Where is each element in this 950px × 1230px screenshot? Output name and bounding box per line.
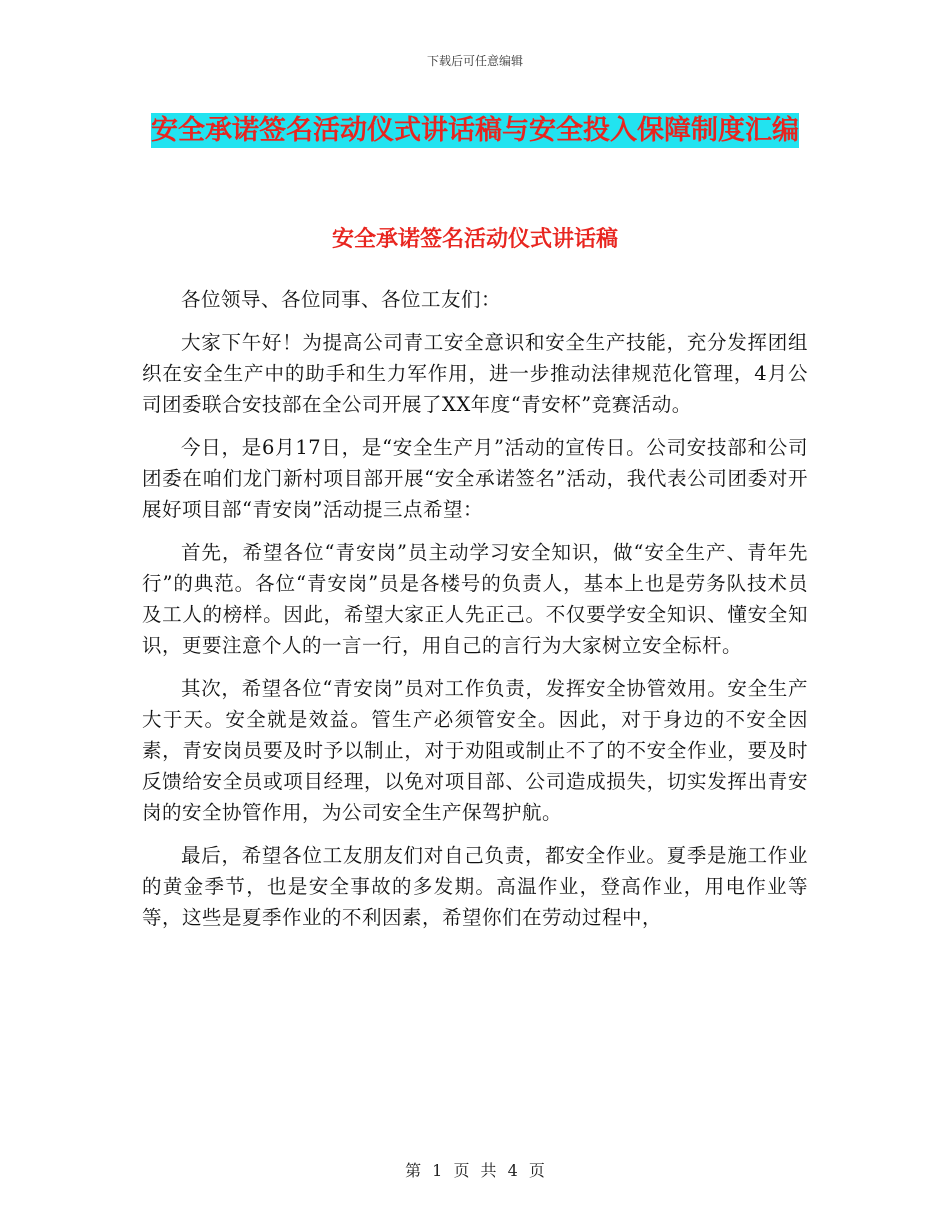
paragraph-first-hope: 首先，希望各位“青安岗”员主动学习安全知识，做“安全生产、青年先行”的典范。各位“青安岗”员是各楼号的负责人，基本上也是劳务队技术员及工人的榜样。因此，希望大家正人先正己。不仅要学安全知识、懂安全知识，更要注意个人的一言一行，用自己的言行为大家树立安全标杆。 [142,541,808,657]
paragraph-third-hope: 最后，希望各位工友朋友们对自己负责，都安全作业。夏季是施工作业的黄金季节，也是安全事故的多发期。高温作业，登高作业，用电作业等等，这些是夏季作业的不利因素，希望你们在劳动过程中， [142,844,808,929]
paragraph-opening: 大家下午好！为提高公司青工安全意识和安全生产技能，充分发挥团组织在安全生产中的助手和生力军作用，进一步推动法律规范化管理，4月公司团委联合安技部在全公司开展了XX年度“青安杯”竞赛活动。 [142,331,808,416]
header-note: 下载后可任意编辑 [426,54,523,68]
document-title [140,108,810,154]
document-body [142,284,808,945]
page-number: 第 1 页 共 4 页 [405,1161,545,1180]
paragraph-second-hope: 其次，希望各位“青安岗”员对工作负责，发挥安全协管效用。安全生产大于天。安全就是效益。管生产必须管安全。因此，对于身边的不安全因素，青安岗员要及时予以制止，对于劝阻或制止不了的不安全作业，要及时反馈给安全员或项目经理，以免对项目部、公司造成损失，切实发挥出青安岗的安全协管作用，为公司安全生产保驾护航。 [142,677,808,824]
section-title: 安全承诺签名活动仪式讲话稿 [331,227,618,252]
document-title-text: 安全承诺签名活动仪式讲话稿与安全投入保障制度汇编 [151,115,799,146]
paragraph-event-day: 今日，是6月17日，是“安全生产月”活动的宣传日。公司安技部和公司团委在咱们龙门新村项目部开展“安全承诺签名”活动，我代表公司团委对开展好项目部“青安岗”活动提三点希望： [142,436,808,521]
paragraph-greeting: 各位领导、各位同事、各位工友们： [181,288,502,311]
